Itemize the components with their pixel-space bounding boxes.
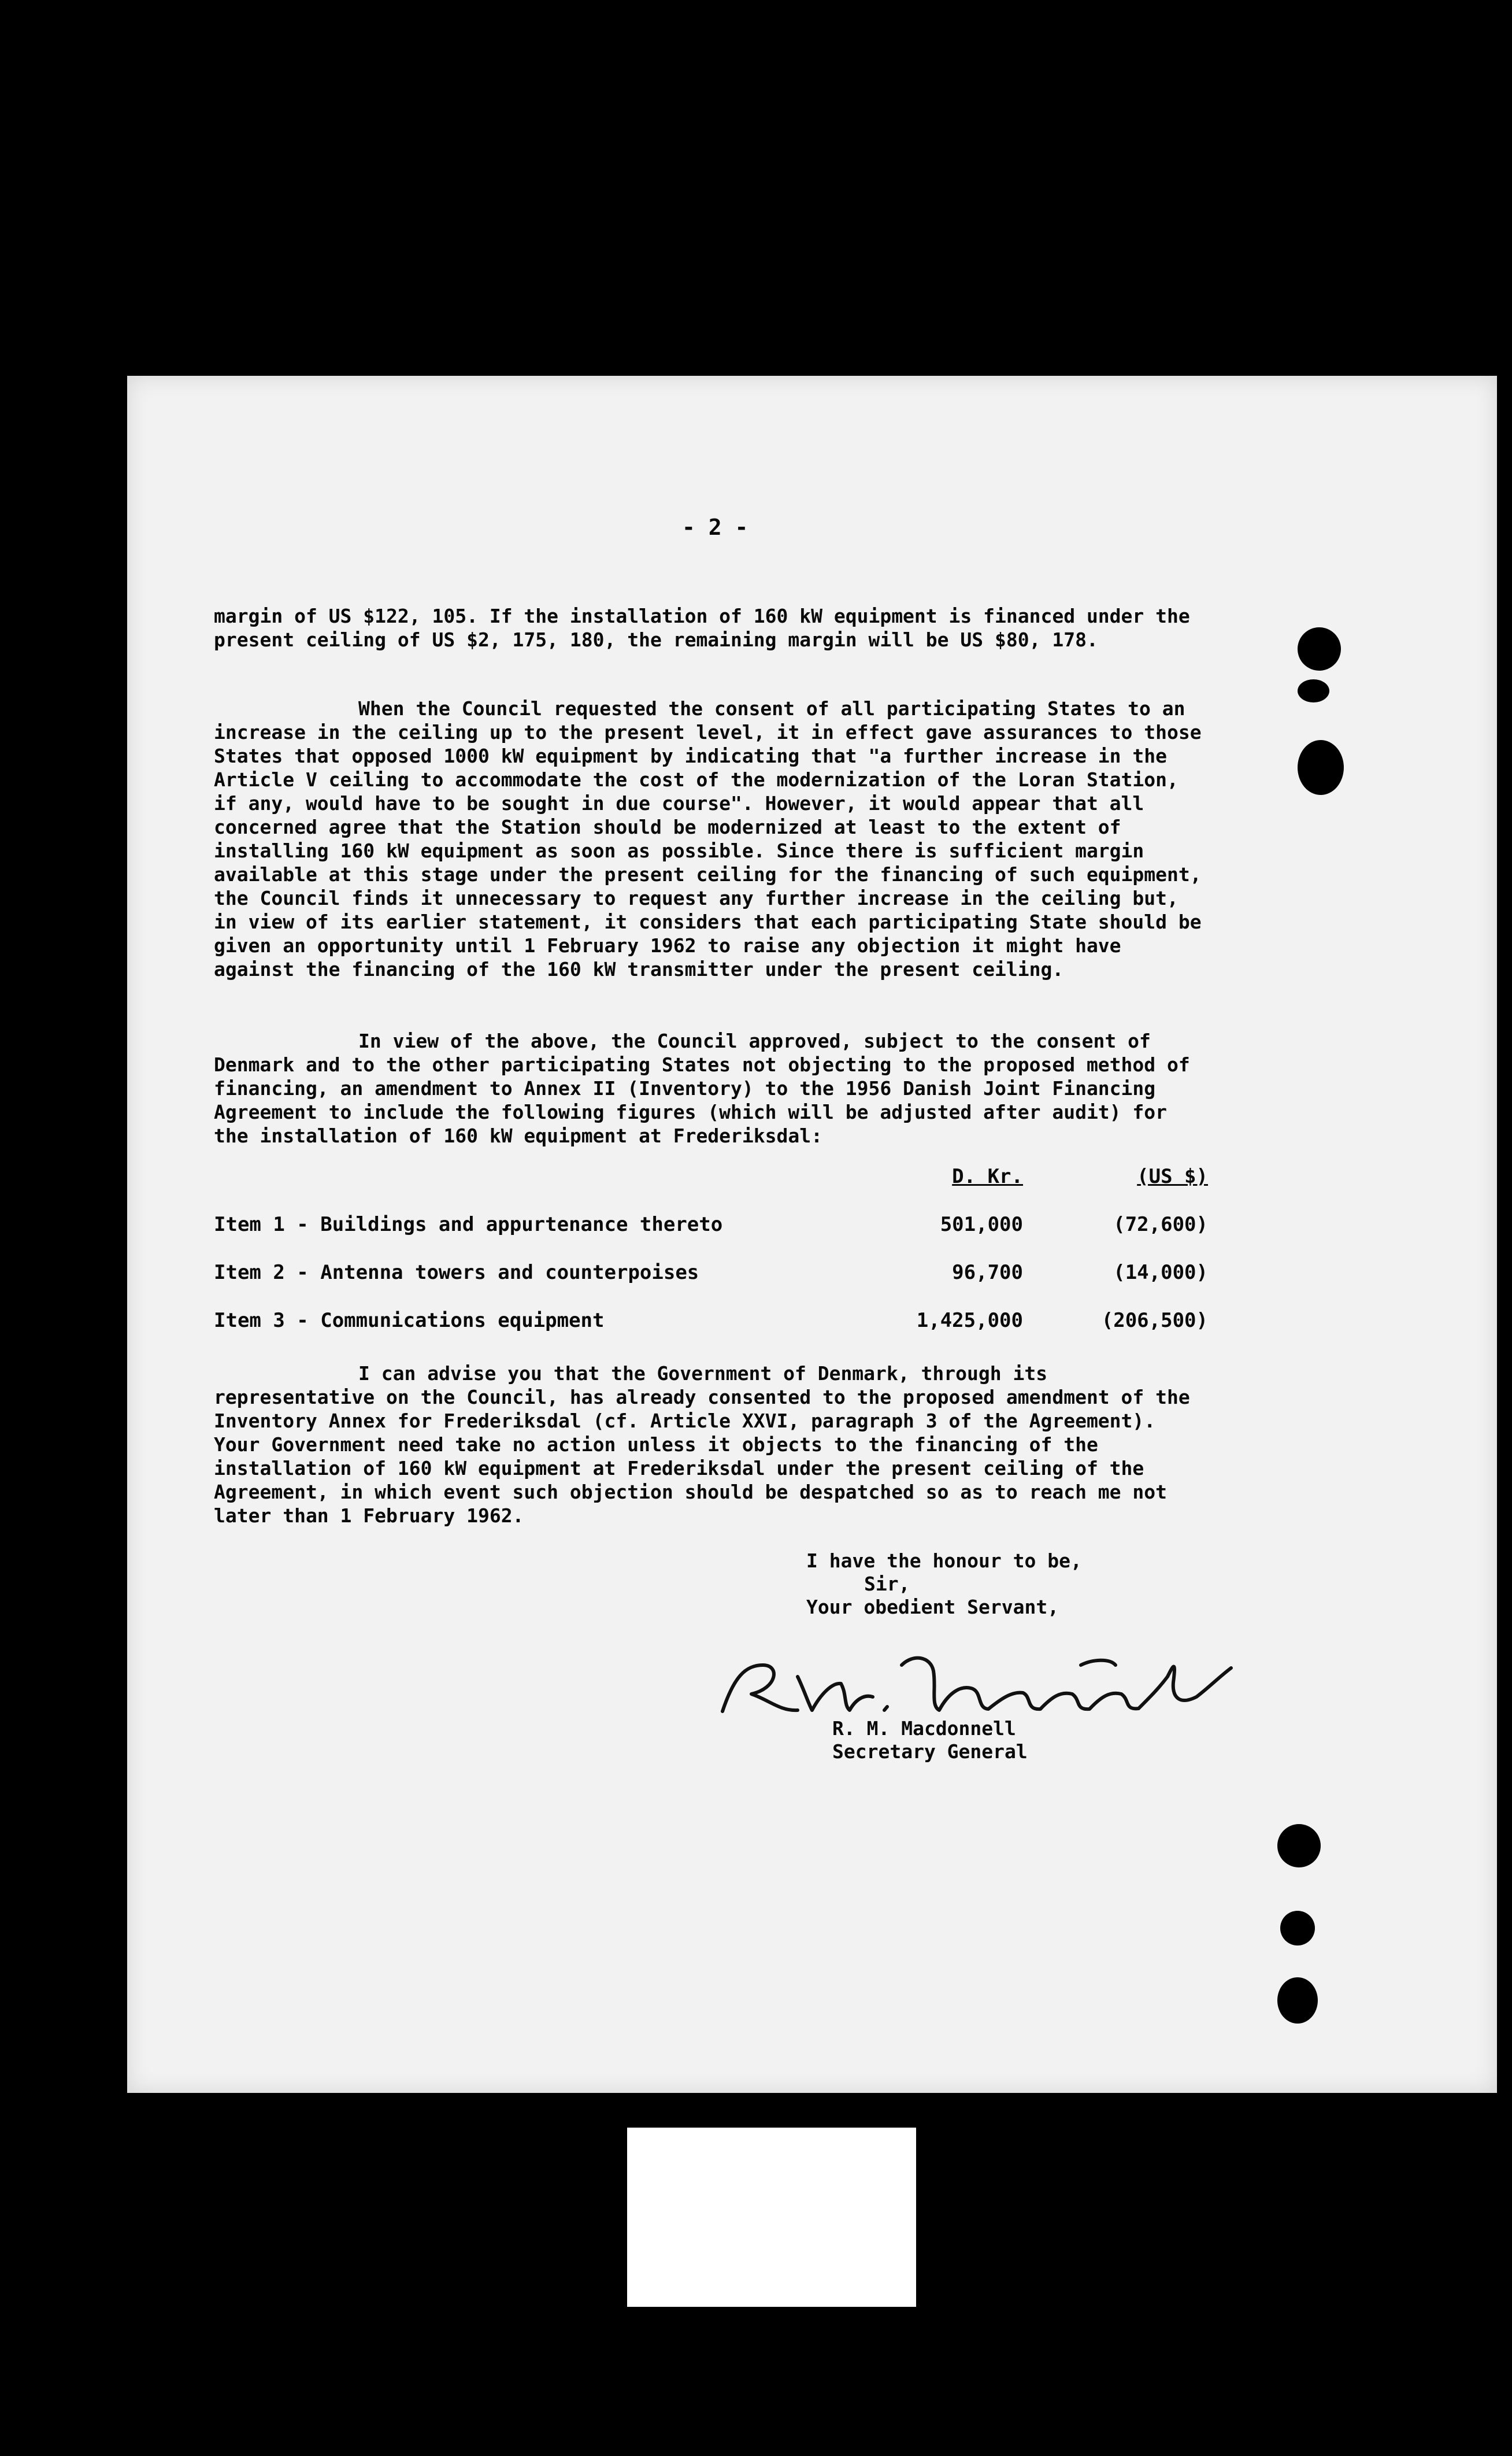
row-label: Item 1 - Buildings and appurtenance thereto xyxy=(214,1213,723,1236)
punch-hole xyxy=(1280,1911,1315,1945)
closing-block xyxy=(806,1549,1082,1619)
page-number: - 2 - xyxy=(682,515,748,540)
header-dkr: D. Kr. xyxy=(952,1165,1023,1188)
paragraph-margin: margin of US $122, 105. If the installation of 160 kW equipment is financed under the present ceiling of US $2, 175, 180, the remaining margin will be US $80, 178. xyxy=(214,605,1190,651)
table-row xyxy=(214,1261,1208,1309)
row-usd: (206,500) xyxy=(1101,1309,1208,1332)
punch-hole xyxy=(1298,740,1344,795)
body-text-4 xyxy=(214,1362,1208,1527)
signatory-name: R. M. Macdonnell xyxy=(832,1717,1016,1740)
punch-hole xyxy=(1277,1977,1318,2024)
row-dkr: 1,425,000 xyxy=(916,1309,1023,1332)
closing-line-servant: Your obedient Servant, xyxy=(806,1596,1059,1618)
table-row xyxy=(214,1309,1208,1357)
row-dkr: 96,700 xyxy=(952,1261,1023,1284)
row-usd: (72,600) xyxy=(1113,1213,1208,1236)
handwritten-signature xyxy=(711,1642,1243,1729)
table-row xyxy=(214,1213,1208,1261)
closing-line-sir: Sir, xyxy=(864,1573,910,1595)
inventory-table xyxy=(214,1165,1208,1357)
paragraph-council-consent: When the Council requested the consent of all participating States to an increase in the ceiling up to the present level, it in effect gave assurances to those States that opposed 1000 kW equipment by indicating that "a further increase in the Article V ceiling to accommodate the cost of the modernization of the Loran Station, if any, would have to be sought in due course". However, it would appear that all concerned agree that the Station should be modernized at least to the extent of installing 160 kW equipment as soon as possible. Since there is sufficient margin available at this stage under the present ceiling for the financing of such equipment, the Council finds it unnecessary to request any further increase in the ceiling but, in view of its earlier statement, it considers that each participating State should be given an opportunity until 1 February 1962 to raise any objection it might have against the financing of the 160 kW transmitter under the present ceiling. xyxy=(214,697,1202,981)
punch-hole xyxy=(1277,1824,1321,1867)
signatory-block xyxy=(832,1717,1028,1763)
body-text-2 xyxy=(214,697,1208,981)
header-usd: (US $) xyxy=(1137,1165,1208,1188)
paragraph-council-approval: In view of the above, the Council approved, subject to the consent of Denmark and to the other participating States not objecting to the proposed method of financing, an amendment to Annex II (Inventory) to the 1956 Danish Joint Financing Agreement to include the following figures (which will be adjusted after audit) for the installation of 160 kW equipment at Frederiksdal: xyxy=(214,1030,1190,1147)
row-label: Item 3 - Communications equipment xyxy=(214,1309,605,1332)
row-dkr: 501,000 xyxy=(940,1213,1023,1236)
row-usd: (14,000) xyxy=(1113,1261,1208,1284)
punch-hole xyxy=(1298,627,1341,671)
blank-label-card xyxy=(627,2128,916,2307)
row-label: Item 2 - Antenna towers and counterpoises xyxy=(214,1261,699,1284)
closing-line-honour: I have the honour to be, xyxy=(806,1549,1082,1572)
body-text xyxy=(214,604,1208,652)
signatory-title: Secretary General xyxy=(832,1740,1028,1763)
paragraph-denmark-consent: I can advise you that the Government of Denmark, through its representative on the Council, has already consented to the proposed amendment of the Inventory Annex for Frederiksdal (cf. Article XXVI, paragraph 3 of the Agreement). Your Government need take no action unless it objects to the financing of the installation of 160 kW equipment at Frederiksdal under the present ceiling of the Agreement, in which event such objection should be despatched so as to reach me not later than 1 February 1962. xyxy=(214,1362,1190,1527)
punch-hole xyxy=(1298,679,1329,702)
table-header-row xyxy=(214,1165,1208,1213)
body-text-3 xyxy=(214,1029,1208,1148)
